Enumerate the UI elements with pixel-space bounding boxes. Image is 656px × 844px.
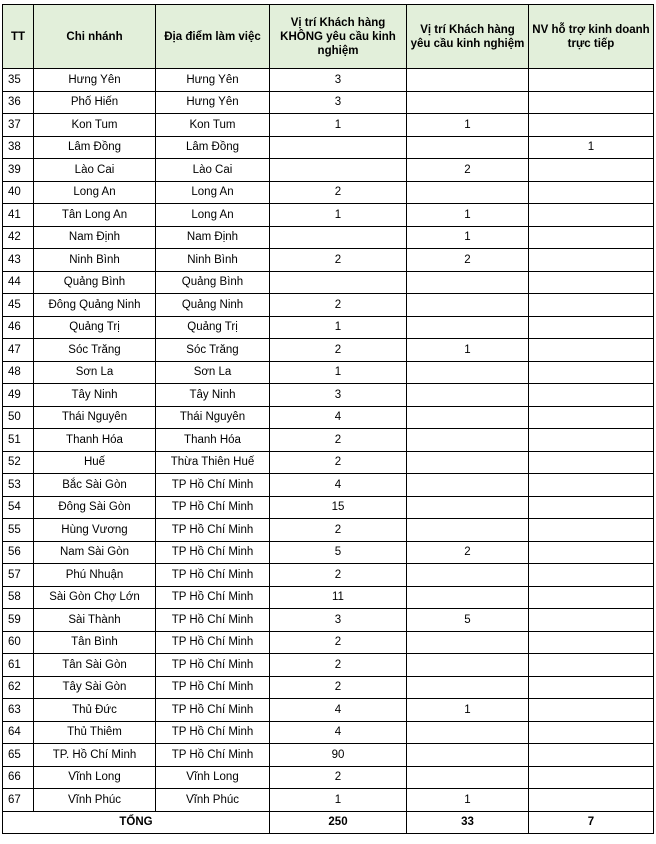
table-row: [3, 384, 654, 407]
cell-no-experience: 2: [270, 676, 407, 699]
cell-no-experience: [270, 136, 407, 159]
cell-no-experience: 3: [270, 69, 407, 92]
table-row: [3, 361, 654, 384]
cell-sales-support: [529, 114, 654, 137]
cell-no-experience: 4: [270, 721, 407, 744]
cell-experience: 1: [407, 339, 529, 362]
cell-sales-support: [529, 721, 654, 744]
table-row: [3, 406, 654, 429]
cell-location: Lâm Đồng: [156, 136, 270, 159]
cell-tt: 67: [3, 789, 34, 812]
cell-branch: Ninh Bình: [34, 249, 156, 272]
cell-no-experience: 1: [270, 114, 407, 137]
table-row: [3, 271, 654, 294]
cell-no-experience: 11: [270, 586, 407, 609]
cell-no-experience: 2: [270, 766, 407, 789]
recruitment-table: [2, 4, 654, 834]
cell-branch: TP. Hồ Chí Minh: [34, 744, 156, 767]
cell-no-experience: 2: [270, 429, 407, 452]
cell-location: TP Hồ Chí Minh: [156, 474, 270, 497]
table-row: [3, 631, 654, 654]
cell-tt: 55: [3, 519, 34, 542]
cell-branch: Hưng Yên: [34, 69, 156, 92]
cell-tt: 35: [3, 69, 34, 92]
cell-branch: Phú Nhuận: [34, 564, 156, 587]
cell-tt: 53: [3, 474, 34, 497]
cell-location: TP Hồ Chí Minh: [156, 609, 270, 632]
cell-branch: Vĩnh Phúc: [34, 789, 156, 812]
cell-branch: Lâm Đồng: [34, 136, 156, 159]
cell-sales-support: [529, 406, 654, 429]
cell-tt: 43: [3, 249, 34, 272]
cell-sales-support: [529, 654, 654, 677]
cell-sales-support: [529, 226, 654, 249]
cell-branch: Nam Định: [34, 226, 156, 249]
cell-location: Kon Tum: [156, 114, 270, 137]
cell-location: TP Hồ Chí Minh: [156, 654, 270, 677]
header-row: [3, 5, 654, 69]
cell-branch: Quảng Trị: [34, 316, 156, 339]
cell-tt: 41: [3, 204, 34, 227]
cell-location: Quảng Trị: [156, 316, 270, 339]
cell-sales-support: [529, 609, 654, 632]
cell-sales-support: [529, 339, 654, 362]
cell-branch: Sóc Trăng: [34, 339, 156, 362]
table-row: [3, 136, 654, 159]
cell-experience: [407, 744, 529, 767]
table-row: [3, 114, 654, 137]
cell-experience: [407, 406, 529, 429]
cell-sales-support: [529, 384, 654, 407]
cell-tt: 54: [3, 496, 34, 519]
cell-branch: Thủ Đức: [34, 699, 156, 722]
cell-tt: 58: [3, 586, 34, 609]
cell-sales-support: [529, 766, 654, 789]
table-row: [3, 159, 654, 182]
header-experience: Vị trí Khách hàng yêu cầu kinh nghiệm: [407, 5, 529, 69]
cell-no-experience: 3: [270, 609, 407, 632]
cell-experience: 1: [407, 699, 529, 722]
cell-sales-support: [529, 159, 654, 182]
cell-tt: 48: [3, 361, 34, 384]
cell-sales-support: [529, 429, 654, 452]
table-row: [3, 249, 654, 272]
cell-tt: 64: [3, 721, 34, 744]
table-row: [3, 789, 654, 812]
table-row: [3, 766, 654, 789]
cell-sales-support: [529, 451, 654, 474]
cell-tt: 40: [3, 181, 34, 204]
header-sales-support: NV hỗ trợ kinh doanh trực tiếp: [529, 5, 654, 69]
cell-experience: [407, 136, 529, 159]
header-location: Địa điểm làm việc: [156, 5, 270, 69]
table-row: [3, 69, 654, 92]
cell-sales-support: [529, 69, 654, 92]
cell-tt: 47: [3, 339, 34, 362]
cell-location: TP Hồ Chí Minh: [156, 519, 270, 542]
cell-branch: Đông Sài Gòn: [34, 496, 156, 519]
cell-branch: Tây Ninh: [34, 384, 156, 407]
cell-tt: 50: [3, 406, 34, 429]
cell-no-experience: 2: [270, 294, 407, 317]
cell-branch: Đông Quảng Ninh: [34, 294, 156, 317]
cell-location: Sóc Trăng: [156, 339, 270, 362]
cell-branch: Tân Long An: [34, 204, 156, 227]
cell-no-experience: 90: [270, 744, 407, 767]
cell-tt: 65: [3, 744, 34, 767]
cell-sales-support: [529, 586, 654, 609]
cell-experience: [407, 654, 529, 677]
cell-sales-support: [529, 564, 654, 587]
cell-sales-support: [529, 249, 654, 272]
table-body: [3, 69, 654, 812]
cell-tt: 57: [3, 564, 34, 587]
header-branch: Chi nhánh: [34, 5, 156, 69]
cell-tt: 52: [3, 451, 34, 474]
cell-sales-support: [529, 699, 654, 722]
cell-experience: [407, 496, 529, 519]
table-row: [3, 339, 654, 362]
cell-location: Long An: [156, 181, 270, 204]
cell-no-experience: 3: [270, 91, 407, 114]
table-row: [3, 609, 654, 632]
cell-no-experience: 1: [270, 789, 407, 812]
cell-tt: 45: [3, 294, 34, 317]
cell-tt: 60: [3, 631, 34, 654]
cell-location: TP Hồ Chí Minh: [156, 564, 270, 587]
cell-experience: [407, 271, 529, 294]
cell-experience: [407, 676, 529, 699]
cell-location: TP Hồ Chí Minh: [156, 744, 270, 767]
cell-sales-support: [529, 271, 654, 294]
cell-branch: Sài Gòn Chợ Lớn: [34, 586, 156, 609]
cell-location: TP Hồ Chí Minh: [156, 541, 270, 564]
table-footer: [3, 811, 654, 834]
table-row: [3, 316, 654, 339]
cell-branch: Tân Bình: [34, 631, 156, 654]
cell-location: Thái Nguyên: [156, 406, 270, 429]
cell-branch: Long An: [34, 181, 156, 204]
cell-sales-support: [529, 294, 654, 317]
table-row: [3, 586, 654, 609]
cell-location: Lào Cai: [156, 159, 270, 182]
cell-tt: 63: [3, 699, 34, 722]
cell-tt: 62: [3, 676, 34, 699]
table-row: [3, 474, 654, 497]
cell-experience: 1: [407, 114, 529, 137]
cell-sales-support: [529, 519, 654, 542]
table-row: [3, 541, 654, 564]
cell-experience: [407, 474, 529, 497]
cell-no-experience: 4: [270, 474, 407, 497]
cell-branch: Tân Sài Gòn: [34, 654, 156, 677]
table-header: [3, 5, 654, 69]
cell-location: Vĩnh Long: [156, 766, 270, 789]
cell-sales-support: [529, 631, 654, 654]
cell-no-experience: [270, 226, 407, 249]
cell-tt: 36: [3, 91, 34, 114]
cell-no-experience: 2: [270, 654, 407, 677]
cell-branch: Tây Sài Gòn: [34, 676, 156, 699]
cell-sales-support: [529, 91, 654, 114]
cell-experience: [407, 91, 529, 114]
table-row: [3, 226, 654, 249]
cell-no-experience: 1: [270, 316, 407, 339]
cell-no-experience: 5: [270, 541, 407, 564]
cell-experience: [407, 631, 529, 654]
cell-location: TP Hồ Chí Minh: [156, 631, 270, 654]
cell-no-experience: 2: [270, 339, 407, 362]
cell-no-experience: 2: [270, 451, 407, 474]
cell-experience: 1: [407, 204, 529, 227]
table-row: [3, 564, 654, 587]
cell-experience: 1: [407, 226, 529, 249]
cell-location: Hưng Yên: [156, 69, 270, 92]
cell-branch: Thủ Thiêm: [34, 721, 156, 744]
table-row: [3, 496, 654, 519]
cell-experience: 2: [407, 249, 529, 272]
cell-sales-support: [529, 789, 654, 812]
cell-location: Sơn La: [156, 361, 270, 384]
cell-experience: [407, 294, 529, 317]
table-row: [3, 451, 654, 474]
cell-branch: Thanh Hóa: [34, 429, 156, 452]
cell-experience: [407, 69, 529, 92]
cell-location: Nam Định: [156, 226, 270, 249]
cell-sales-support: [529, 474, 654, 497]
cell-location: Quảng Ninh: [156, 294, 270, 317]
cell-experience: [407, 564, 529, 587]
cell-sales-support: [529, 316, 654, 339]
cell-location: TP Hồ Chí Minh: [156, 721, 270, 744]
cell-sales-support: [529, 496, 654, 519]
cell-branch: Nam Sài Gòn: [34, 541, 156, 564]
cell-experience: [407, 451, 529, 474]
cell-tt: 44: [3, 271, 34, 294]
cell-experience: 2: [407, 541, 529, 564]
cell-tt: 37: [3, 114, 34, 137]
cell-no-experience: 2: [270, 249, 407, 272]
table-row: [3, 429, 654, 452]
cell-sales-support: 1: [529, 136, 654, 159]
cell-experience: [407, 361, 529, 384]
header-tt: TT: [3, 5, 34, 69]
table-row: [3, 699, 654, 722]
cell-location: Ninh Bình: [156, 249, 270, 272]
cell-location: Thanh Hóa: [156, 429, 270, 452]
cell-no-experience: 1: [270, 361, 407, 384]
table-row: [3, 181, 654, 204]
table-row: [3, 91, 654, 114]
cell-sales-support: [529, 361, 654, 384]
cell-experience: [407, 384, 529, 407]
cell-branch: Hùng Vương: [34, 519, 156, 542]
cell-sales-support: [529, 676, 654, 699]
table-row: [3, 676, 654, 699]
cell-no-experience: [270, 159, 407, 182]
total-sales-support: 7: [529, 811, 654, 834]
table-row: [3, 654, 654, 677]
cell-branch: Quảng Bình: [34, 271, 156, 294]
cell-no-experience: 2: [270, 564, 407, 587]
cell-tt: 39: [3, 159, 34, 182]
cell-branch: Sơn La: [34, 361, 156, 384]
cell-no-experience: 2: [270, 631, 407, 654]
table-row: [3, 744, 654, 767]
cell-branch: Sài Thành: [34, 609, 156, 632]
cell-experience: [407, 519, 529, 542]
header-no-experience: Vị trí Khách hàng KHÔNG yêu cầu kinh nghiệm: [270, 5, 407, 69]
cell-sales-support: [529, 181, 654, 204]
cell-location: TP Hồ Chí Minh: [156, 676, 270, 699]
cell-branch: Vĩnh Long: [34, 766, 156, 789]
cell-location: Tây Ninh: [156, 384, 270, 407]
cell-experience: [407, 429, 529, 452]
cell-location: Long An: [156, 204, 270, 227]
cell-sales-support: [529, 744, 654, 767]
total-label: TỔNG: [3, 811, 270, 834]
total-no-experience: 250: [270, 811, 407, 834]
cell-tt: 66: [3, 766, 34, 789]
cell-tt: 42: [3, 226, 34, 249]
cell-location: Thừa Thiên Huế: [156, 451, 270, 474]
cell-tt: 49: [3, 384, 34, 407]
cell-branch: Lào Cai: [34, 159, 156, 182]
cell-no-experience: 2: [270, 181, 407, 204]
cell-no-experience: [270, 271, 407, 294]
cell-tt: 38: [3, 136, 34, 159]
cell-location: Vĩnh Phúc: [156, 789, 270, 812]
cell-no-experience: 1: [270, 204, 407, 227]
cell-experience: 5: [407, 609, 529, 632]
cell-no-experience: 2: [270, 519, 407, 542]
cell-location: TP Hồ Chí Minh: [156, 699, 270, 722]
cell-branch: Thái Nguyên: [34, 406, 156, 429]
cell-tt: 56: [3, 541, 34, 564]
cell-branch: Bắc Sài Gòn: [34, 474, 156, 497]
cell-experience: [407, 181, 529, 204]
cell-branch: Huế: [34, 451, 156, 474]
total-row: [3, 811, 654, 834]
cell-no-experience: 3: [270, 384, 407, 407]
cell-tt: 51: [3, 429, 34, 452]
cell-location: TP Hồ Chí Minh: [156, 496, 270, 519]
cell-branch: Phố Hiến: [34, 91, 156, 114]
cell-no-experience: 4: [270, 699, 407, 722]
table-row: [3, 721, 654, 744]
table-row: [3, 519, 654, 542]
cell-experience: 1: [407, 789, 529, 812]
cell-tt: 61: [3, 654, 34, 677]
cell-no-experience: 15: [270, 496, 407, 519]
cell-sales-support: [529, 541, 654, 564]
cell-no-experience: 4: [270, 406, 407, 429]
cell-experience: 2: [407, 159, 529, 182]
cell-experience: [407, 721, 529, 744]
cell-experience: [407, 766, 529, 789]
table-row: [3, 294, 654, 317]
table-row: [3, 204, 654, 227]
cell-tt: 46: [3, 316, 34, 339]
total-experience: 33: [407, 811, 529, 834]
cell-tt: 59: [3, 609, 34, 632]
cell-experience: [407, 316, 529, 339]
cell-location: Hưng Yên: [156, 91, 270, 114]
cell-sales-support: [529, 204, 654, 227]
cell-location: Quảng Bình: [156, 271, 270, 294]
cell-location: TP Hồ Chí Minh: [156, 586, 270, 609]
cell-branch: Kon Tum: [34, 114, 156, 137]
cell-experience: [407, 586, 529, 609]
